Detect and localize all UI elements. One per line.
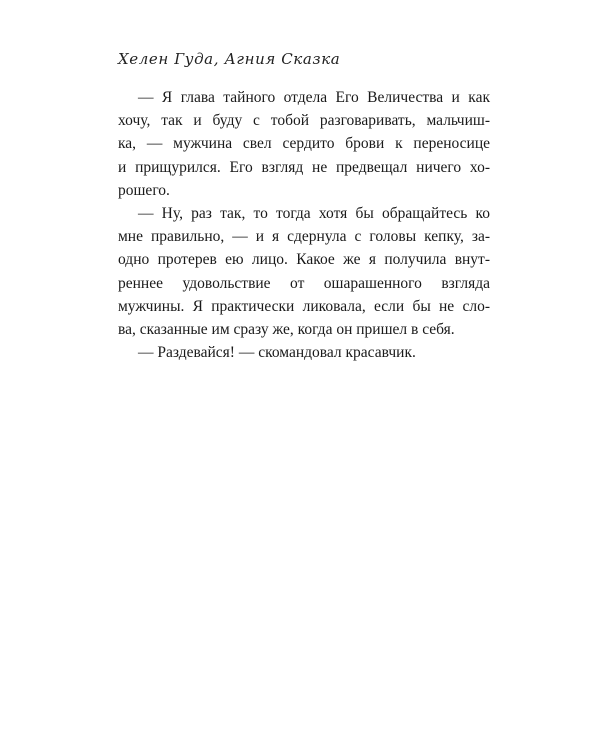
text-line: и прищурился. Его взгляд не предвещал ничего хо- <box>118 158 490 176</box>
paragraph-1 <box>118 86 490 202</box>
text-line: ва, сказанные им сразу же, когда он пришел в себя. <box>118 321 455 339</box>
text-line: рошего. <box>118 181 170 199</box>
text-line: мне правильно, — и я сдернула с головы кепку, за- <box>118 228 490 246</box>
text-line: реннее удовольствие от ошарашенного взгляда <box>118 274 490 292</box>
running-header: Хелен Гуда, Агния Сказка <box>118 50 341 68</box>
body-text <box>118 86 490 364</box>
text-line: — Раздевайся! — скомандовал красавчик. <box>138 344 416 362</box>
paragraph-3 <box>118 341 490 364</box>
text-line: хочу, так и буду с тобой разговаривать, мальчиш- <box>118 112 490 130</box>
text-line: — Я глава тайного отдела Его Величества и как <box>138 89 490 106</box>
text-line: мужчины. Я практически ликовала, если бы не сло- <box>118 297 490 315</box>
text-line: ка, — мужчина свел сердито брови к переносице <box>118 135 490 153</box>
text-line: одно протерев ею лицо. Какое же я получила внут- <box>118 251 490 269</box>
paragraph-2 <box>118 202 490 341</box>
text-line: — Ну, раз так, то тогда хотя бы обращайтесь ко <box>138 205 490 223</box>
